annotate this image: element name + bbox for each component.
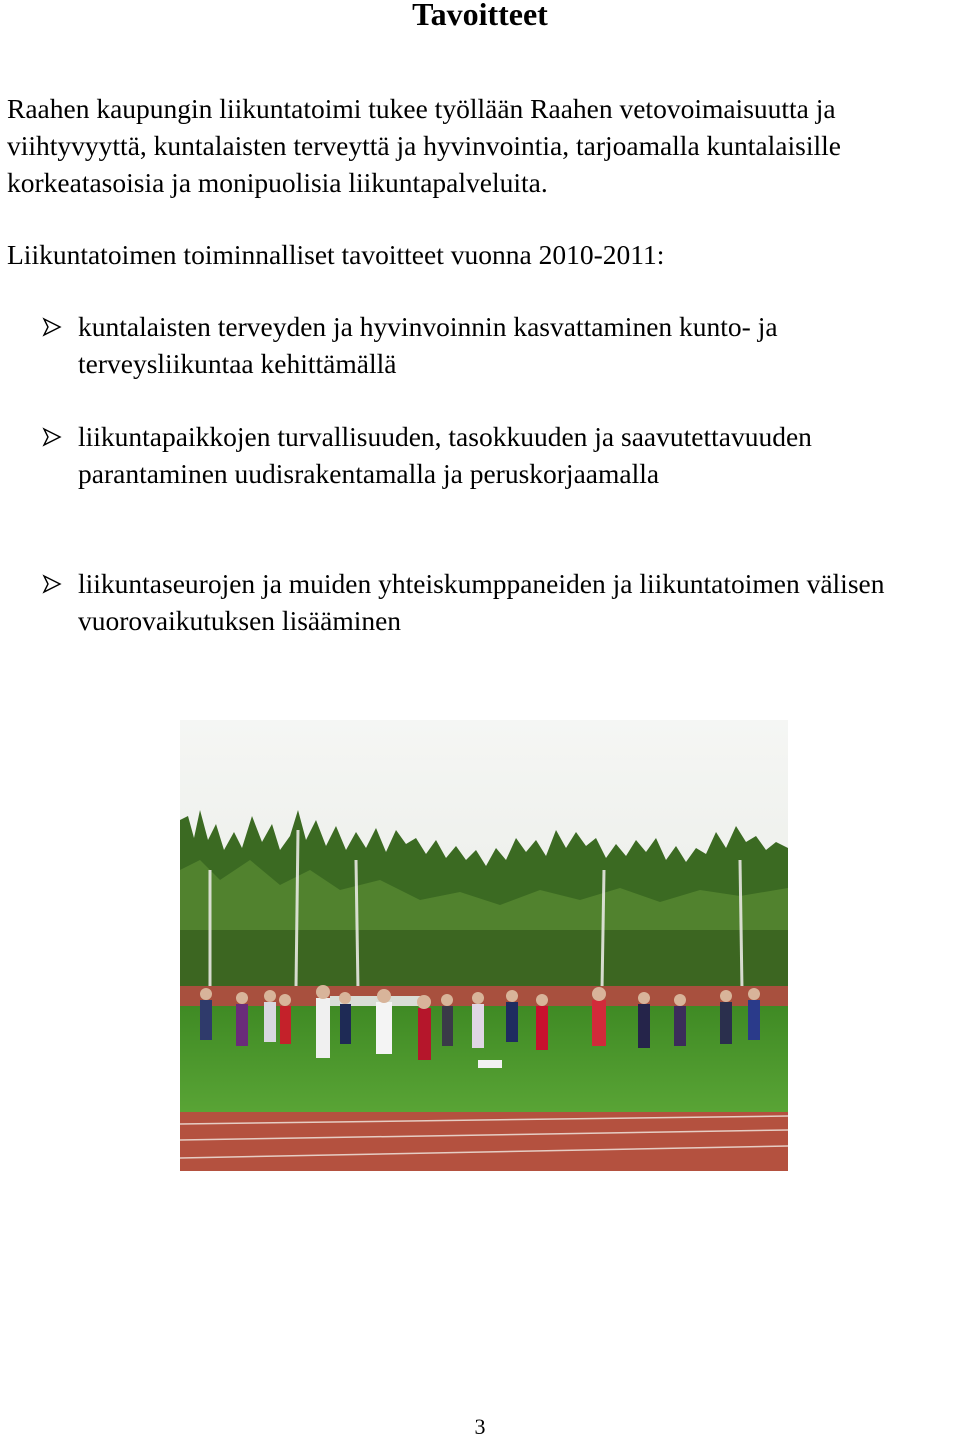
arrow-bullet-icon xyxy=(42,317,62,337)
goals-heading: Liikuntatoimen toiminnalliset tavoitteet vuonna 2010-2011: xyxy=(7,239,665,270)
goal-text: liikuntapaikkojen turvallisuuden, tasokkuuden ja saavutettavuuden parantaminen uudisrakentamalla ja peruskorjaamalla xyxy=(78,421,812,489)
intro-paragraph: Raahen kaupungin liikuntatoimi tukee työllään Raahen vetovoimaisuutta ja viihtyvyyttä, kuntalaisten terveyttä ja hyvinvointia, tarjoamalla kuntalaisille korkeatasoisia ja monipuolisia liikuntapalveluita. xyxy=(7,93,841,198)
goal-list-item xyxy=(42,565,952,639)
goal-list-item xyxy=(42,418,952,492)
goal-list-item xyxy=(42,308,952,382)
arrow-bullet-icon xyxy=(42,574,62,594)
arrow-bullet-icon xyxy=(42,427,62,447)
page-number: 3 xyxy=(474,1414,486,1439)
photo-track xyxy=(180,1112,788,1171)
goal-text: liikuntaseurojen ja muiden yhteiskumppaneiden ja liikuntatoimen välisen vuorovaikutuksen lisääminen xyxy=(78,568,885,636)
page-title: Tavoitteet xyxy=(412,0,548,32)
goal-text: kuntalaisten terveyden ja hyvinvoinnin kasvattaminen kunto- ja terveysliikuntaa kehittämällä xyxy=(78,311,778,379)
exercise-group-photo xyxy=(180,720,788,1171)
